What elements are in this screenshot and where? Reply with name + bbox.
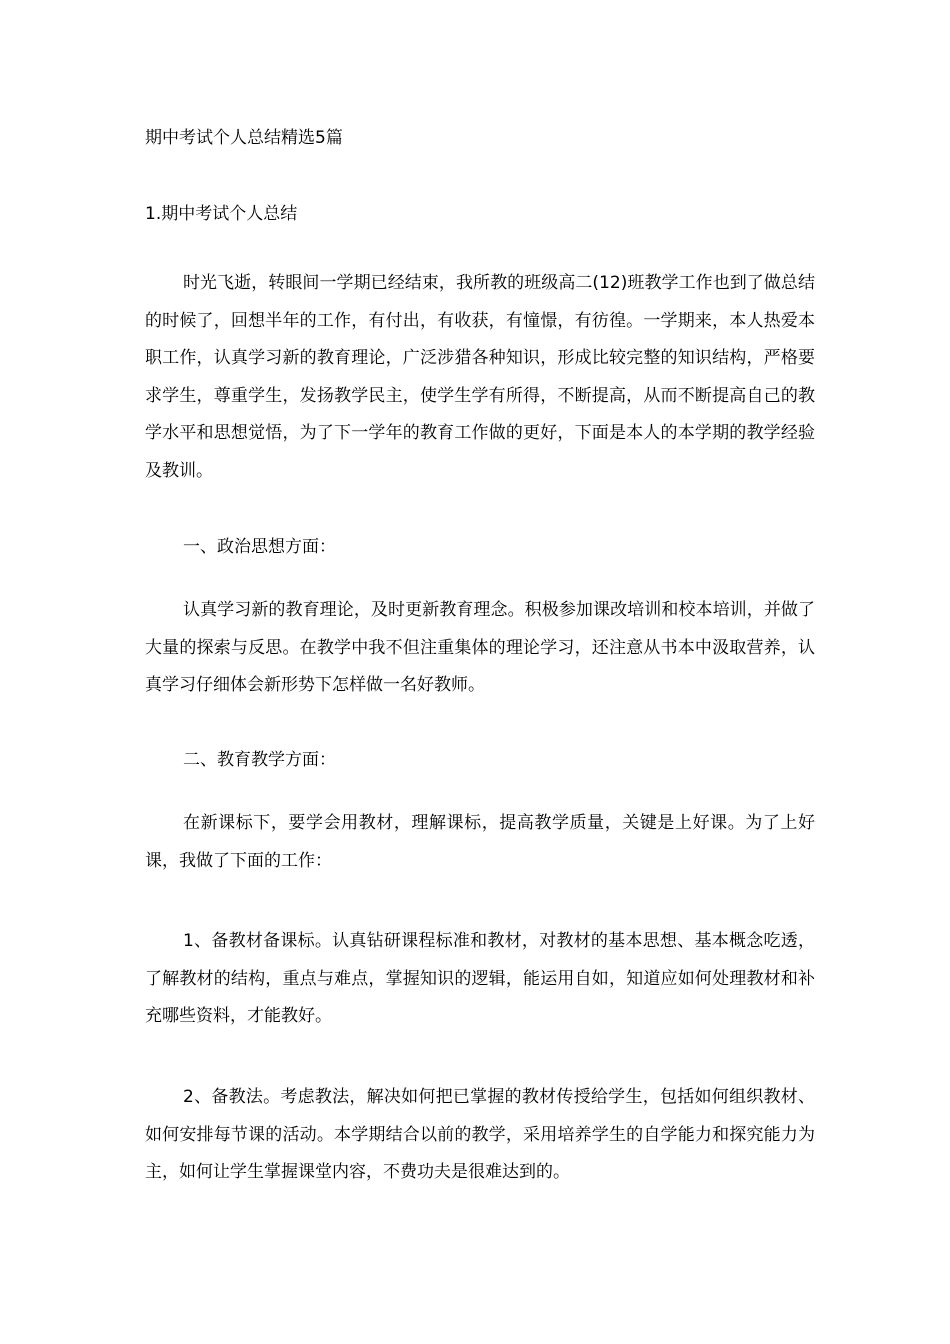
teaching-paragraph: 在新课标下，要学会用教材，理解课标，提高教学质量，关键是上好课。为了上好课，我做了下面的工作： <box>145 813 815 871</box>
item-2-paragraph: 2、备教法。考虑教法，解决如何把已掌握的教材传授给学生，包括如何组织教材、如何安排每节课的活动。本学期结合以前的教学，采用培养学生的自学能力和探究能力为主，如何让学生掌握课堂内容，不费功夫是很难达到的。 <box>145 1087 815 1182</box>
heading-teaching: 二、教育教学方面： <box>183 750 336 770</box>
heading-political: 一、政治思想方面： <box>183 537 336 557</box>
intro-paragraph: 时光飞逝，转眼间一学期已经结束，我所教的班级高二(12)班教学工作也到了做总结的时候了，回想半年的工作，有付出，有收获，有憧憬，有彷徨。一学期来，本人热爱本职工作，认真学习新的教育理论，广泛涉猎各种知识，形成比较完整的知识结构，严格要求学生，尊重学生，发扬教学民主，使学生学有所得，不断提高，从而不断提高自己的教学水平和思想觉悟，为了下一学年的教育工作做的更好，下面是本人的本学期的教学经验及教训。 <box>145 273 815 481</box>
item-1-paragraph: 1、备教材备课标。认真钻研课程标准和教材，对教材的基本思想、基本概念吃透，了解教材的结构，重点与难点，掌握知识的逻辑，能运用自如，知道应如何处理教材和补充哪些资料，才能教好。 <box>145 931 815 1026</box>
section-title: 1.期中考试个人总结 <box>145 204 298 224</box>
document-title: 期中考试个人总结精选5篇 <box>145 128 343 148</box>
political-paragraph: 认真学习新的教育理论，及时更新教育理念。积极参加课改培训和校本培训，并做了大量的探索与反思。在教学中我不但注重集体的理论学习，还注意从书本中汲取营养，认真学习仔细体会新形势下怎样做一名好教师。 <box>145 600 815 695</box>
